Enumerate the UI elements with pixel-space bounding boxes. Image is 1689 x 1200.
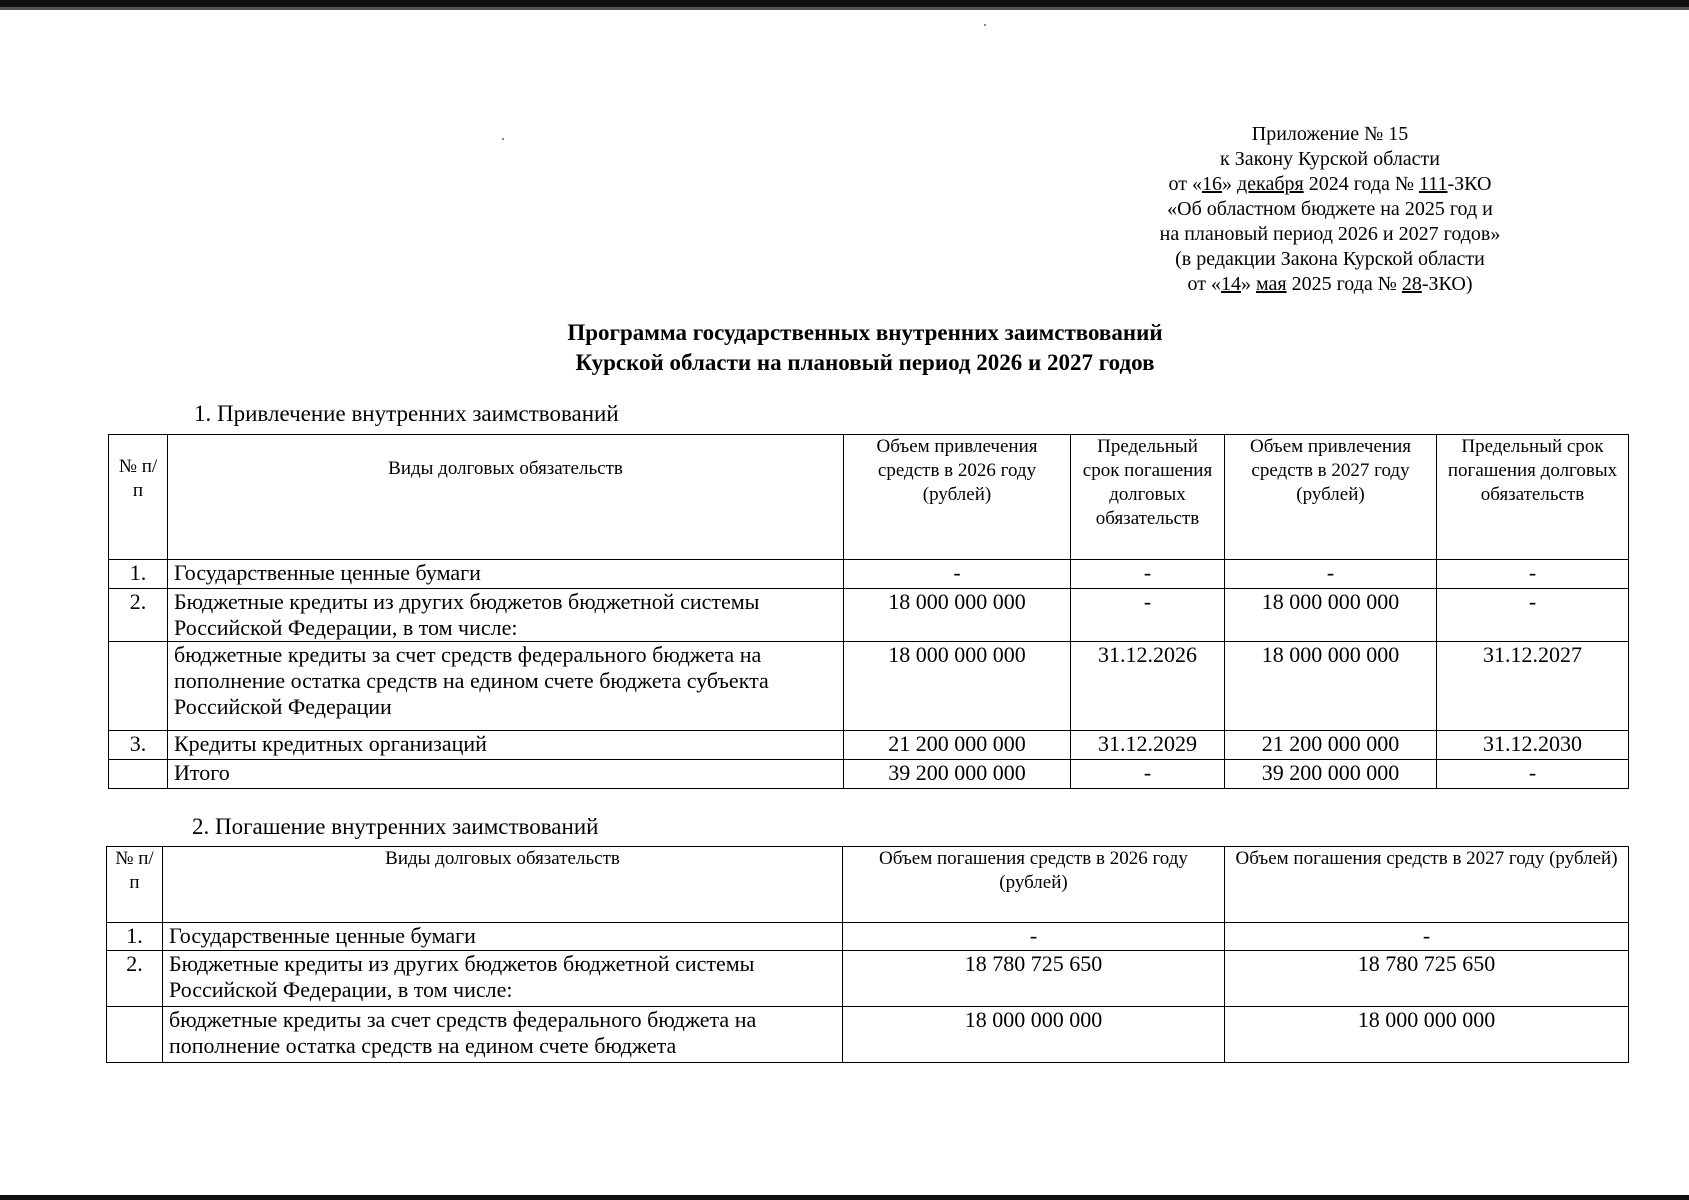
row-term2026: - <box>1071 760 1225 789</box>
col-header-vol2027: Объем привлечения средств в 2027 году (рублей) <box>1225 435 1437 560</box>
amendment-date-line: от «14» мая 2025 года № 28-ЗКО) <box>1187 273 1473 295</box>
row-vol2027: 21 200 000 000 <box>1225 731 1437 760</box>
row-vol2027: 18 000 000 000 <box>1225 589 1437 642</box>
row-type: Итого <box>168 760 844 789</box>
row-num <box>107 1007 163 1063</box>
row-num: 2. <box>109 589 168 642</box>
col-header-vol2027: Объем погашения средств в 2027 году (рублей) <box>1225 847 1629 923</box>
row-vol2026: 18 780 725 650 <box>843 951 1225 1007</box>
row-type: Государственные ценные бумаги <box>168 560 844 589</box>
table-row <box>109 560 1629 589</box>
row-vol2026: 39 200 000 000 <box>844 760 1071 789</box>
table-row <box>109 731 1629 760</box>
scan-speck <box>984 24 986 26</box>
section1-heading: 1. Привлечение внутренних заимствований <box>194 401 619 426</box>
row-num: 1. <box>107 923 163 951</box>
row-term2026: 31.12.2029 <box>1071 731 1225 760</box>
row-vol2027: - <box>1225 923 1629 951</box>
row-term2027: 31.12.2030 <box>1437 731 1629 760</box>
row-vol2026: - <box>844 560 1071 589</box>
row-num <box>109 642 168 731</box>
row-term2026: 31.12.2026 <box>1071 642 1225 731</box>
row-term2027: - <box>1437 589 1629 642</box>
row-vol2026: - <box>843 923 1225 951</box>
scan-edge-top-shadow <box>0 7 1689 10</box>
col-header-type: Виды долговых обязательств <box>168 435 844 560</box>
row-term2027: - <box>1437 560 1629 589</box>
col-header-num: № п/п <box>109 435 168 560</box>
document-title-line1: Программа государственных внутренних заимствований <box>567 320 1163 345</box>
row-type: Кредиты кредитных организаций <box>168 731 844 760</box>
borrowing-table <box>108 434 1629 789</box>
col-header-vol2026: Объем привлечения средств в 2026 году (рублей) <box>844 435 1071 560</box>
row-vol2027: 18 000 000 000 <box>1225 1007 1629 1063</box>
law-title-line2: на плановый период 2026 и 2027 годов» <box>1159 223 1501 245</box>
row-type: бюджетные кредиты за счет средств федерального бюджета на пополнение остатка средств на едином счете бюджета <box>163 1007 843 1063</box>
amendment-line: (в редакции Закона Курской области <box>1175 248 1485 270</box>
table-header-row <box>107 847 1629 923</box>
row-type: бюджетные кредиты за счет средств федерального бюджета на пополнение остатка средств на едином счете бюджета субъекта Российской Федерации <box>168 642 844 731</box>
total-row <box>109 760 1629 789</box>
table-row <box>109 642 1629 731</box>
row-vol2026: 18 000 000 000 <box>844 589 1071 642</box>
row-vol2027: 39 200 000 000 <box>1225 760 1437 789</box>
row-type: Государственные ценные бумаги <box>163 923 843 951</box>
row-term2027: - <box>1437 760 1629 789</box>
scan-speck <box>502 138 504 140</box>
scan-edge-top <box>0 0 1689 7</box>
row-num: 2. <box>107 951 163 1007</box>
row-type: Бюджетные кредиты из других бюджетов бюджетной системы Российской Федерации, в том числе: <box>163 951 843 1007</box>
col-header-term2026: Предельный срок погашения долговых обязательств <box>1071 435 1225 560</box>
row-vol2027: 18 000 000 000 <box>1225 642 1437 731</box>
appendix-header <box>1100 122 1560 297</box>
law-title-line1: «Об областном бюджете на 2025 год и <box>1167 198 1493 220</box>
row-vol2027: 18 780 725 650 <box>1225 951 1629 1007</box>
row-term2026: - <box>1071 589 1225 642</box>
document-title <box>300 318 1430 378</box>
section2-heading: 2. Погашение внутренних заимствований <box>192 814 599 839</box>
row-num <box>109 760 168 789</box>
law-reference-line: к Закону Курской области <box>1220 148 1440 170</box>
row-vol2026: 18 000 000 000 <box>844 642 1071 731</box>
col-header-vol2026: Объем погашения средств в 2026 году (рублей) <box>843 847 1225 923</box>
document-title-line2: Курской области на плановый период 2026 и 2027 годов <box>575 350 1155 375</box>
appendix-number-line <box>1100 122 1560 147</box>
table-row <box>107 1007 1629 1063</box>
row-term2026: - <box>1071 560 1225 589</box>
repayment-table <box>106 846 1629 1063</box>
col-header-term2027: Предельный срок погашения долговых обязательств <box>1437 435 1629 560</box>
appendix-label: Приложение № <box>1251 123 1384 145</box>
table-header-row <box>109 435 1629 560</box>
table-row <box>109 589 1629 642</box>
row-vol2026: 18 000 000 000 <box>843 1007 1225 1063</box>
scan-edge-bottom <box>0 1195 1689 1200</box>
row-type: Бюджетные кредиты из других бюджетов бюджетной системы Российской Федерации, в том числе: <box>168 589 844 642</box>
appendix-number: 15 <box>1388 123 1409 145</box>
table-row <box>107 951 1629 1007</box>
col-header-num: № п/п <box>107 847 163 923</box>
law-date-line: от «16» декабря 2024 года № 111-ЗКО <box>1168 173 1492 195</box>
row-num: 1. <box>109 560 168 589</box>
table-row <box>107 923 1629 951</box>
row-vol2027: - <box>1225 560 1437 589</box>
row-term2027: 31.12.2027 <box>1437 642 1629 731</box>
row-vol2026: 21 200 000 000 <box>844 731 1071 760</box>
col-header-type: Виды долговых обязательств <box>163 847 843 923</box>
row-num: 3. <box>109 731 168 760</box>
